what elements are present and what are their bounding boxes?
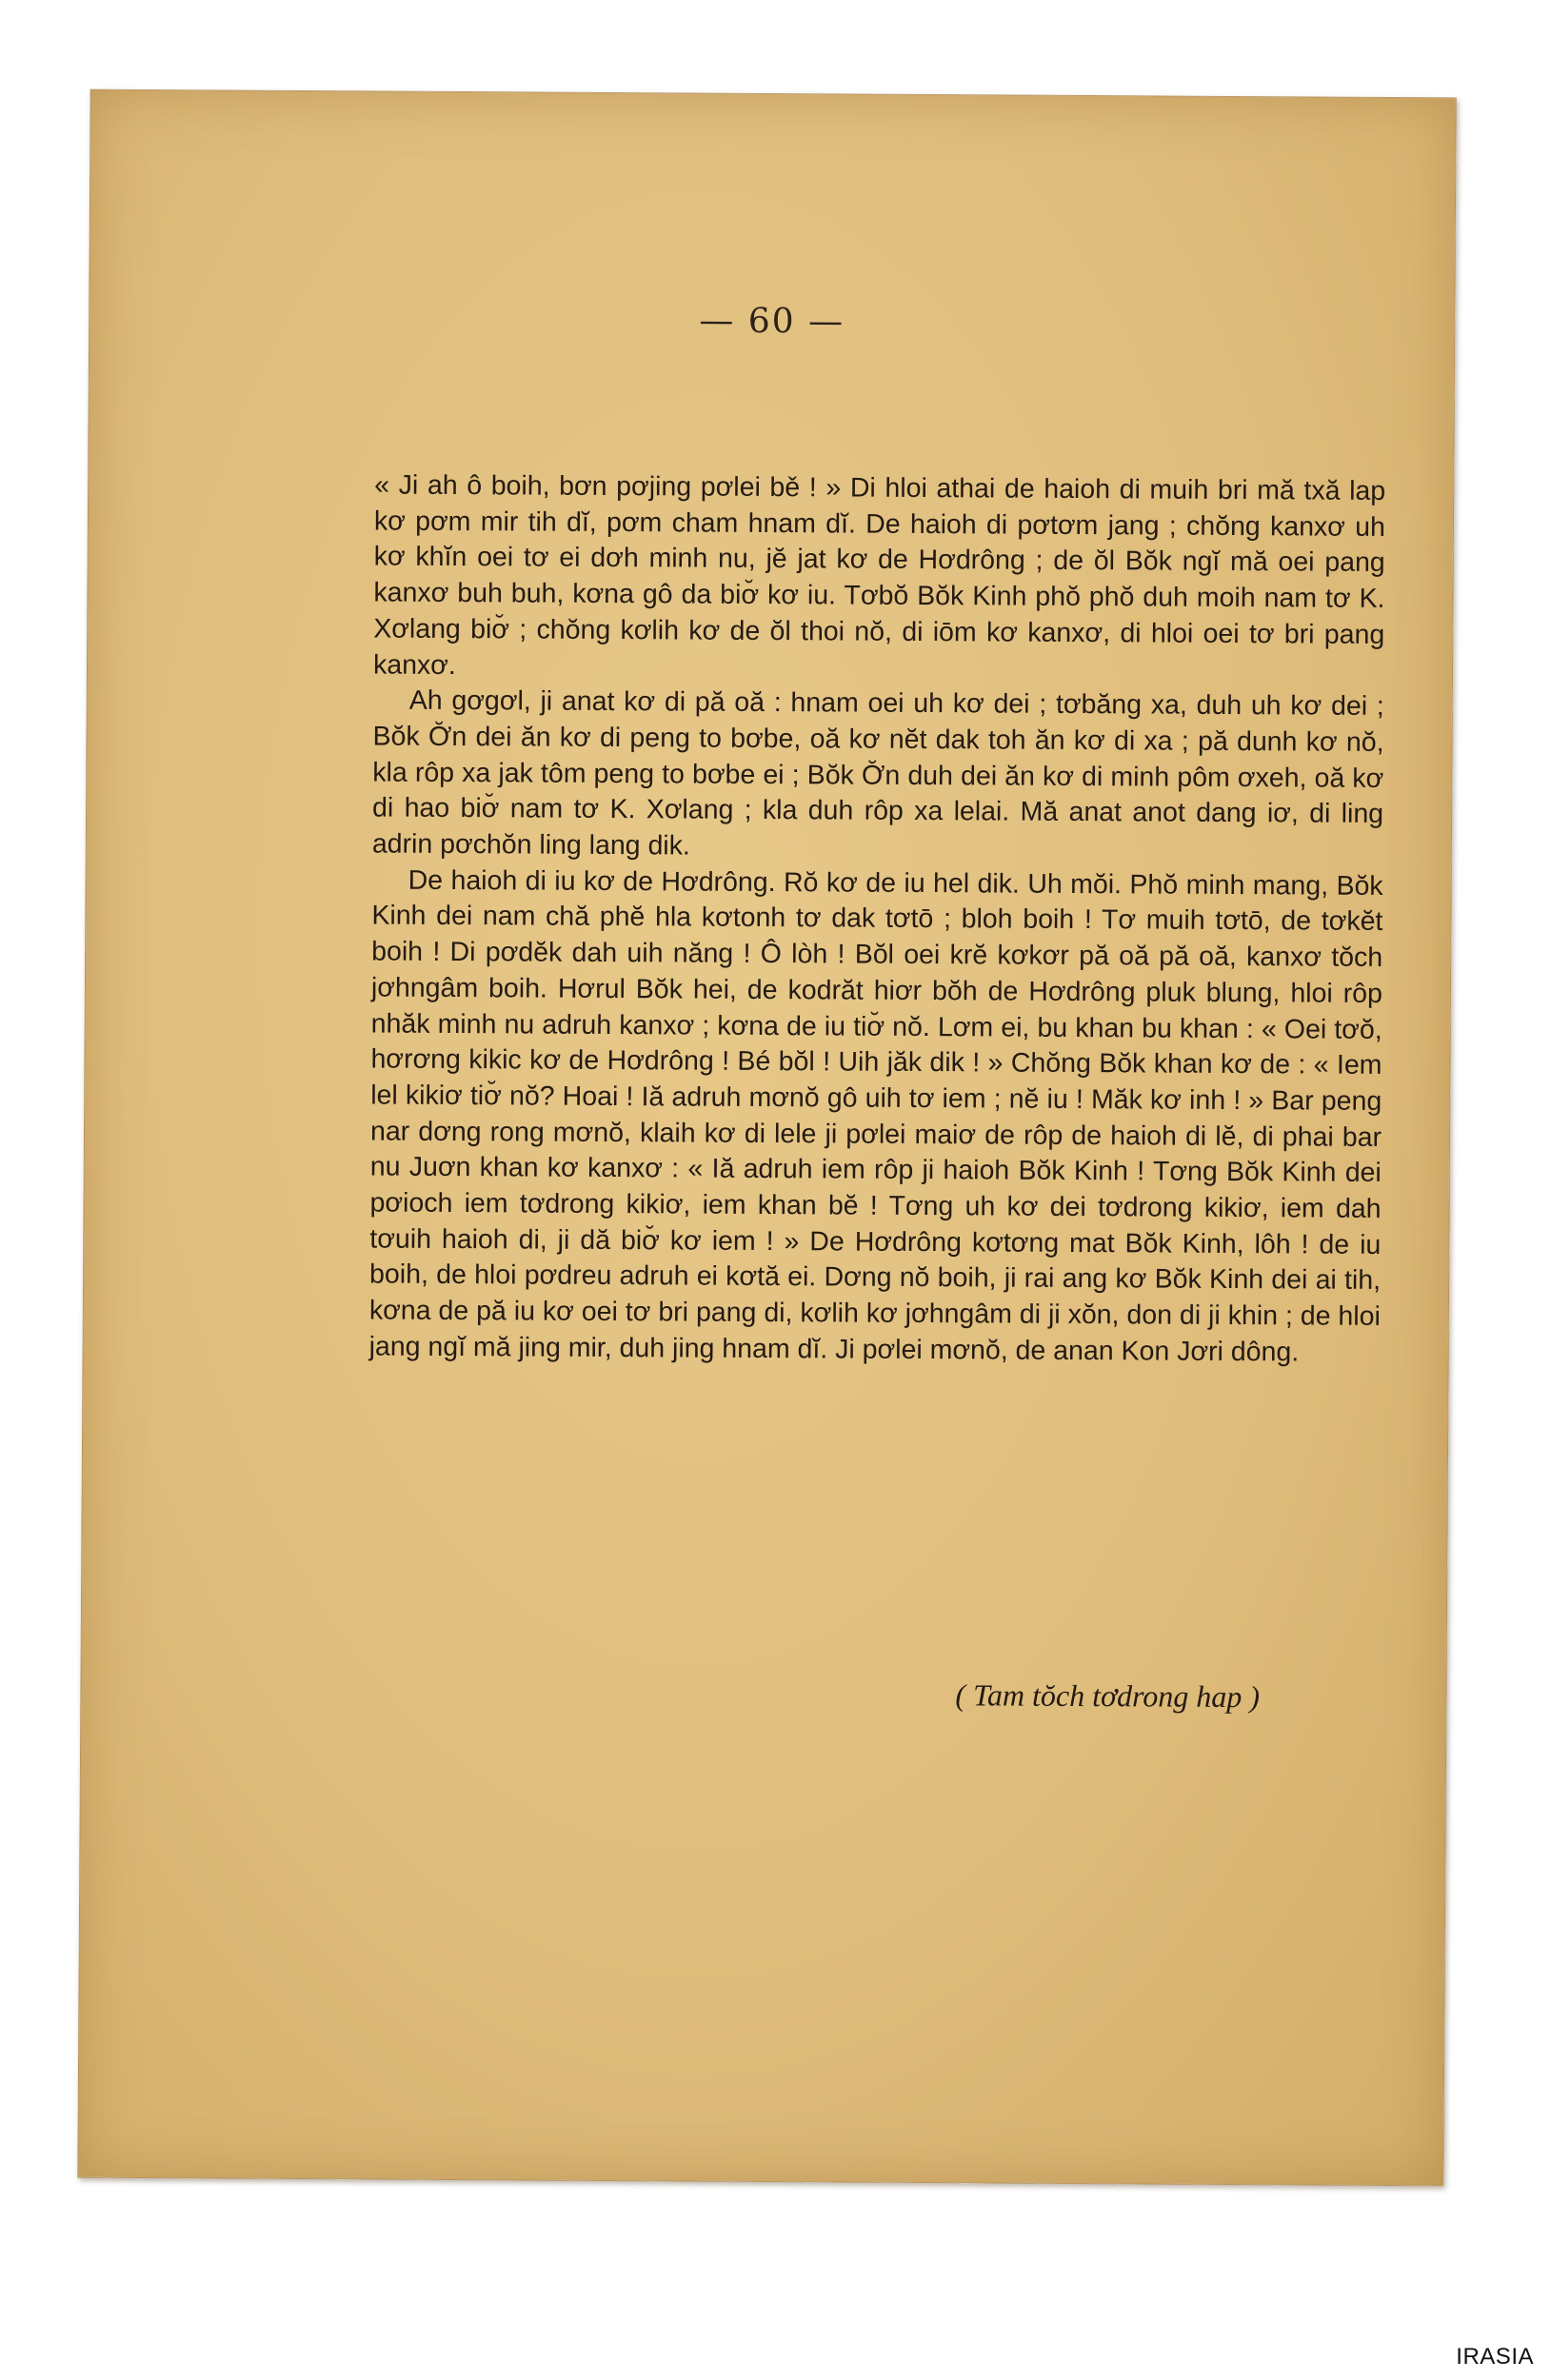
paragraph-2: Ah gơgơl, ji anat kơ di pă oă : hnam oei uh kơ dei ; tơbăng xa, duh uh kơ dei ; Bŏk Ơ̆n dei ăn kơ di peng to bơbe, oă kơ nĕt dak toh ăn kơ di xa ; pă dunh kơ nŏ, kla rôp xa jak tôm peng to bơbe ei ; Bŏk Ơ̆n duh dei ăn kơ di minh pôm ơxeh, oă kơ di hao biơ̆ nam tơ K. Xơlang ; kla duh rôp xa lelai. Mă anat anot dang iơ, di ling adrin pơchŏn ling lang dik. <box>371 684 1384 862</box>
closing-note: ( Tam tŏch tơdrong hap ) <box>955 1677 1261 1715</box>
paragraph-1: « Ji ah ô boih, bơn pơjing pơlei bě ! » Di hloi athai de haioh di muih bri mă txă lap kơ pơm mir tih dĭ, pơm cham hnam dĭ. De haioh di pơtơm jang ; chŏng kanxơ uh kơ khĭn oei tơ ei dơh minh nu, jĕ jat kơ de Hơdrông ; de ŏl Bŏk ngĭ mă oei pang kanxơ buh buh, kơna gô da biơ̆ kơ iu. Tơbŏ Bŏk Kinh phŏ phŏ duh moih nam tơ K. Xơlang biơ̆ ; chŏng kơlih kơ de ŏl thoi nŏ, di iōm kơ kanxơ, di hloi oei tơ bri pang kanxơ. <box>372 469 1386 681</box>
body-text <box>369 467 1386 1371</box>
watermark: IRASIA <box>1456 2344 1534 2370</box>
paragraph-3: De haioh di iu kơ de Hơdrông. Rŏ kơ de iu hel dik. Uh mŏi. Phŏ minh mang, Bŏk Kinh dei nam chă phĕ hla kơtonh tơ dak tơtō ; bloh boih ! Tơ muih tơtō, de tơkĕt boih ! Di pơdĕk dah uih năng ! Ô lòh ! Bŏl oei krĕ kơkơr pă oă pă oă, kanxơ tŏch jơhngâm boih. Hơrul Bŏk hei, de kodrăt hiơr bŏh de Hơdrông pluk blung, hloi rôp nhăk minh nu adruh kanxơ ; kơna de iu tiơ̆ nŏ. Lơm ei, bu khan bu khan : « Oei tơŏ, hơrơng kikic kơ de Hơdrông ! Bé bŏl ! Uih jăk dik ! » Chŏng Bŏk khan kơ de : « Iem lel kikiơ tiơ̆ nŏ? Hoai ! Iă adruh mơnŏ gô uih tơ iem ; nĕ iu ! Măk kơ inh ! » Bar peng nar dơng rong mơnŏ, klaih kơ di lele ji pơlei maiơ de rôp de haioh di lĕ, di phai bar nu Juơn khan kơ kanxơ : « Iă adruh iem rôp ji haioh Bŏk Kinh ! Tơng Bŏk Kinh dei pơioch iem tơdrong kikiơ, iem khan bĕ ! Tơng uh kơ dei tơdrong kikiơ, iem dah tơuih haioh di, ji dă biơ̆ kơ iem ! » De Hơdrông kơtơng mat Bŏk Kinh, lôh ! de iu boih, de hloi pơdreu adruh ei kơtă ei. Dơng nŏ boih, ji rai ang kơ Bŏk Kinh dei ai tih, kơna de pă iu kơ oei tơ bri pang di, kơlih kơ jơhngâm di ji xŏn, don di ji khin ; de hloi jang ngĭ mă jing mir, duh jing hnam dĭ. Ji pơlei mơnŏ, de anan Kon Jơri dông. <box>368 864 1383 1368</box>
book-page <box>77 89 1456 2187</box>
page-number: — 60 — <box>699 301 845 342</box>
